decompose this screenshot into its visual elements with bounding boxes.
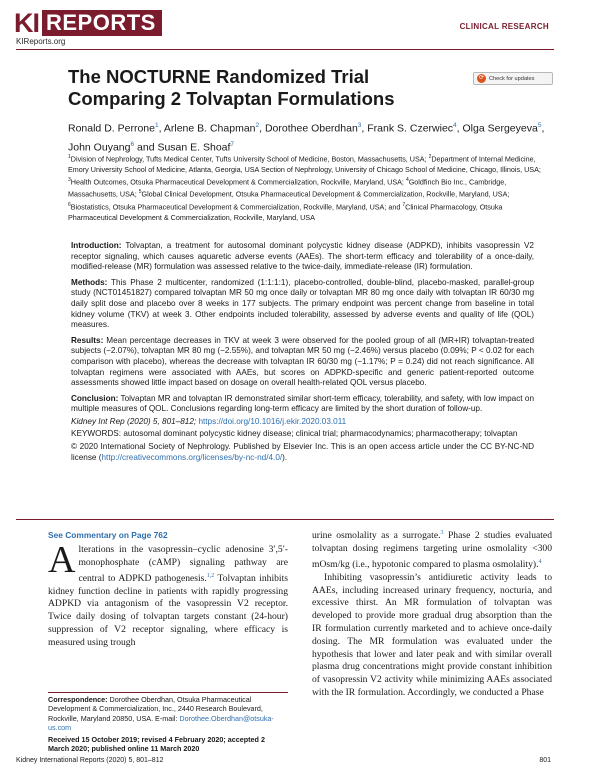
continued-text-a: urine osmolality as a surrogate. <box>312 530 441 542</box>
affiliation-text: Global Clinical Development, Otsuka Pharmaceutical Development & Commercialization, Rockville, Maryland, USA; <box>141 189 510 199</box>
logo-reports-text: REPORTS <box>42 10 162 36</box>
affiliation-marker: 2 <box>428 154 432 160</box>
author-affiliation-marker: 1 <box>154 122 159 129</box>
footer-journal: Kidney International Reports (2020) 5, 801–812 <box>16 757 164 764</box>
reference-marker[interactable]: 4 <box>538 558 542 565</box>
journal-logo <box>14 10 162 36</box>
conclusion-text: Tolvaptan MR and tolvaptan IR demonstrated similar short-term efficacy, tolerability, and safety, with low impact on multiple measures of QOL. Conclusions regarding long-term efficacy are limited by the short duration of follow-up. <box>71 393 534 414</box>
conclusion-heading: Conclusion: <box>71 393 119 403</box>
license-link[interactable]: http://creativecommons.org/licenses/by-nc-nd/4.0/ <box>101 452 283 462</box>
author-affiliation-marker: 2 <box>255 122 260 129</box>
section-label: CLINICAL RESEARCH <box>459 22 549 31</box>
body-column-left <box>48 539 288 650</box>
introduction-heading: Introduction: <box>71 241 122 250</box>
affiliation-marker: 1 <box>68 154 71 160</box>
results-text: Mean percentage decreases in TKV at week 3 were observed for the pooled group of all (MR+IR) tolvaptan-treated subjects (−2.07%), tolvaptan MR 80 mg (−2.55%), and tolvaptan MR 50 mg (−2.46%) versus placebo (0.09%; P < 0.02 for each comparison with placebo), whereas the decrease with tolvaptan IR 60/30 mg (−1.17%; P = 0.24) did not reach significance. All tolvaptan regimens were associated with AAEs, but scores on ADPKD-specific and generic patient-reported outcome assessments showed little impact based on dosage on overall health-related QOL versus placebo. <box>71 335 534 388</box>
correspondence-text: Dorothee Oberdhan, Otsuka Pharmaceutical Development & Commercialization, Inc., 2440 Research Boulevard, Rockville, Maryland 20850, USA. E-mail: <box>48 695 263 723</box>
author-affiliation-marker: 4 <box>453 122 457 129</box>
keywords-heading: KEYWORDS: <box>71 428 122 438</box>
reference-marker[interactable]: 3 <box>440 530 444 536</box>
body-column-right <box>312 527 552 700</box>
author-name[interactable]: Susan E. Shoaf <box>157 141 231 153</box>
logo-ki-text: KI <box>14 8 39 38</box>
author-separator: , <box>361 122 368 135</box>
abstract-results <box>71 336 534 389</box>
author-separator: , <box>456 122 463 135</box>
affiliation-text: Goldfinch Bio Inc., Cambridge, Massachusetts, USA; <box>68 177 507 199</box>
author-affiliation-marker: 3 <box>357 122 362 129</box>
body-paragraph: Inhibiting vasopressin’s antidiuretic activity leads to AAEs, including increased urinary frequency, nocturia, and excessive thirst. An MR formulation of tolvaptan was developed to provide more gradual drug absorption than the IR formulation currently marketed and to achieve once-daily dosing. The MR formulation was evaluated under the hypothesis that lower and later peak and with similar overall plasma drug concentrations might provide constant inhibition of vasopressin V2 activity while minimizing AAEs associated with the IR formulation. Accordingly, we conducted a Phase <box>312 571 552 698</box>
author-separator: , <box>541 122 545 135</box>
affiliation-marker: 4 <box>405 176 409 183</box>
article-title: The NOCTURNE Randomized Trial Comparing 2 Tolvaptan Formulations <box>68 66 395 109</box>
doi-link[interactable]: https://doi.org/10.1016/j.ekir.2020.03.011 <box>198 416 347 426</box>
abstract-methods <box>71 278 534 331</box>
author-affiliation-marker: 5 <box>537 122 542 129</box>
abstract-conclusion <box>71 394 534 415</box>
author-name[interactable]: John Ouyang <box>68 141 131 153</box>
email-link[interactable]: Dorothee.Oberdhan@otsuka-us.com <box>48 713 274 733</box>
copyright-line <box>71 442 534 463</box>
check-for-updates-button[interactable] <box>473 72 553 85</box>
drop-cap: A <box>48 539 76 581</box>
check-for-updates-label: Check for updates <box>489 75 535 82</box>
affiliations <box>68 152 550 223</box>
affiliation-marker: 6 <box>68 201 71 208</box>
methods-text: This Phase 2 multicenter, randomized (1:1:1:1), placebo-controlled, double-blind, placebo-masked, parallel-group study (NCT01451827) compared tolvaptan MR 50 mg once daily or tolvaptan MR 80 mg once daily with tolvaptan IR 60/30 mg daily split dose and placebo over 8 weeks in 177 subjects. The primary endpoint was percent change from baseline in total kidney volume (TKV) at week 3. Other endpoints included tolerability, assessed by adverse events and quality of life (QOL) measures. <box>71 277 534 330</box>
author-separator: and <box>134 141 158 153</box>
copyright-text: © 2020 International Society of Nephrology. Published by Elsevier Inc. This is an open access article under the CC BY-NC-ND license ( <box>71 442 534 462</box>
keywords-text: autosomal dominant polycystic kidney disease; clinical trial; pharmacodynamics; pharmacotherapy; tolvaptan <box>121 428 518 438</box>
continued-paragraph <box>312 527 552 572</box>
author-name[interactable]: Olga Sergeyeva <box>462 122 538 135</box>
citation-line <box>71 417 534 428</box>
abstract-divider <box>16 519 554 520</box>
author-separator: , <box>259 122 265 135</box>
copyright-end: ). <box>282 452 288 462</box>
affiliation-text: Health Outcomes, Otsuka Pharmaceutical Development & Commercialization, Rockville, Maryland, USA; <box>70 177 406 187</box>
correspondence-divider <box>48 692 288 693</box>
affiliation-text: Department of Internal Medicine, Emory University School of Medicine, Atlanta, Georgia, USA Section of Nephrology, University of Chicago School of Medicine, Chicago, Illinois, USA; <box>68 154 541 174</box>
abstract-introduction <box>71 241 534 273</box>
author-name[interactable]: Ronald D. Perrone <box>68 122 155 135</box>
affiliation-text: Biostatistics, Otsuka Pharmaceutical Development & Commercialization, Rockville, Maryland, USA; and <box>70 202 403 212</box>
page-number: 801 <box>539 757 551 764</box>
author-separator: , <box>158 122 164 135</box>
continued-text-b: Phase 2 studies evaluated tolvaptan dosing regimens targeting urine osmolality <300 mOsm/kg (i.e., hypotonic compared to plasma osmolality). <box>312 530 552 570</box>
journal-url[interactable]: KIReports.org <box>16 37 66 46</box>
correspondence-heading: Correspondence: <box>48 695 108 704</box>
affiliation-marker: 5 <box>138 189 142 196</box>
keywords-line <box>71 429 534 440</box>
intro-text-a: lterations in the vasopressin–cyclic adenosine 3′,5′-monophosphate (cAMP) signaling pathway are central to ADPKD pathogenesis. <box>78 544 288 584</box>
intro-paragraph <box>48 539 288 650</box>
introduction-text: Tolvaptan, a treatment for autosomal dominant polycystic kidney disease (ADPKD), inhibits vasopressin V2 receptor signaling, which causes aquaretic adverse events (AAEs). The short-term efficacy and tolerability of a once-daily, modified-release (MR) formulation was assessed relative to the twice-daily, immediate-release (IR) formulation. <box>71 241 534 272</box>
bookmark-refresh-icon: ⟳ <box>478 75 485 81</box>
affiliation-marker: 7 <box>402 201 406 208</box>
author-name[interactable]: Frank S. Czerwiec <box>367 122 454 135</box>
reference-marker[interactable]: 1,2 <box>206 572 215 579</box>
received-dates: Received 15 October 2019; revised 4 February 2020; accepted 2 March 2020; published online 11 March 2020 <box>48 735 265 754</box>
affiliation-text: Division of Nephrology, Tufts Medical Center, Tufts University School of Medicine, Boston, Massachusetts, USA; <box>70 154 429 164</box>
affiliation-marker: 3 <box>68 176 71 183</box>
correspondence <box>48 695 288 733</box>
see-commentary-link[interactable]: See Commentary on Page 762 <box>48 530 168 540</box>
intro-text-b: Tolvaptan inhibits kidney function decline in patients with rapidly progressing ADPKD via antagonism of the vasopressin V2 receptor. Twice daily dosing of tolvaptan targets constant (24-hour) suppression of V2 receptor signaling, where efficacy is measured using trough <box>48 572 288 648</box>
citation-text: Kidney Int Rep (2020) 5, 801–812; <box>71 416 199 426</box>
author-name[interactable]: Dorothee Oberdhan <box>264 122 358 135</box>
affiliation-text: Clinical Pharmacology, Otsuka Pharmaceutical Development & Commercialization, Rockville, Maryland, USA <box>68 202 503 222</box>
results-heading: Results: <box>71 335 104 345</box>
author-affiliation-marker: 7 <box>230 140 235 148</box>
header-divider <box>16 49 554 50</box>
methods-heading: Methods: <box>71 277 108 287</box>
author-list <box>68 118 548 155</box>
author-affiliation-marker: 6 <box>130 140 135 148</box>
abstract <box>71 241 534 468</box>
author-name[interactable]: Arlene B. Chapman <box>163 122 256 135</box>
